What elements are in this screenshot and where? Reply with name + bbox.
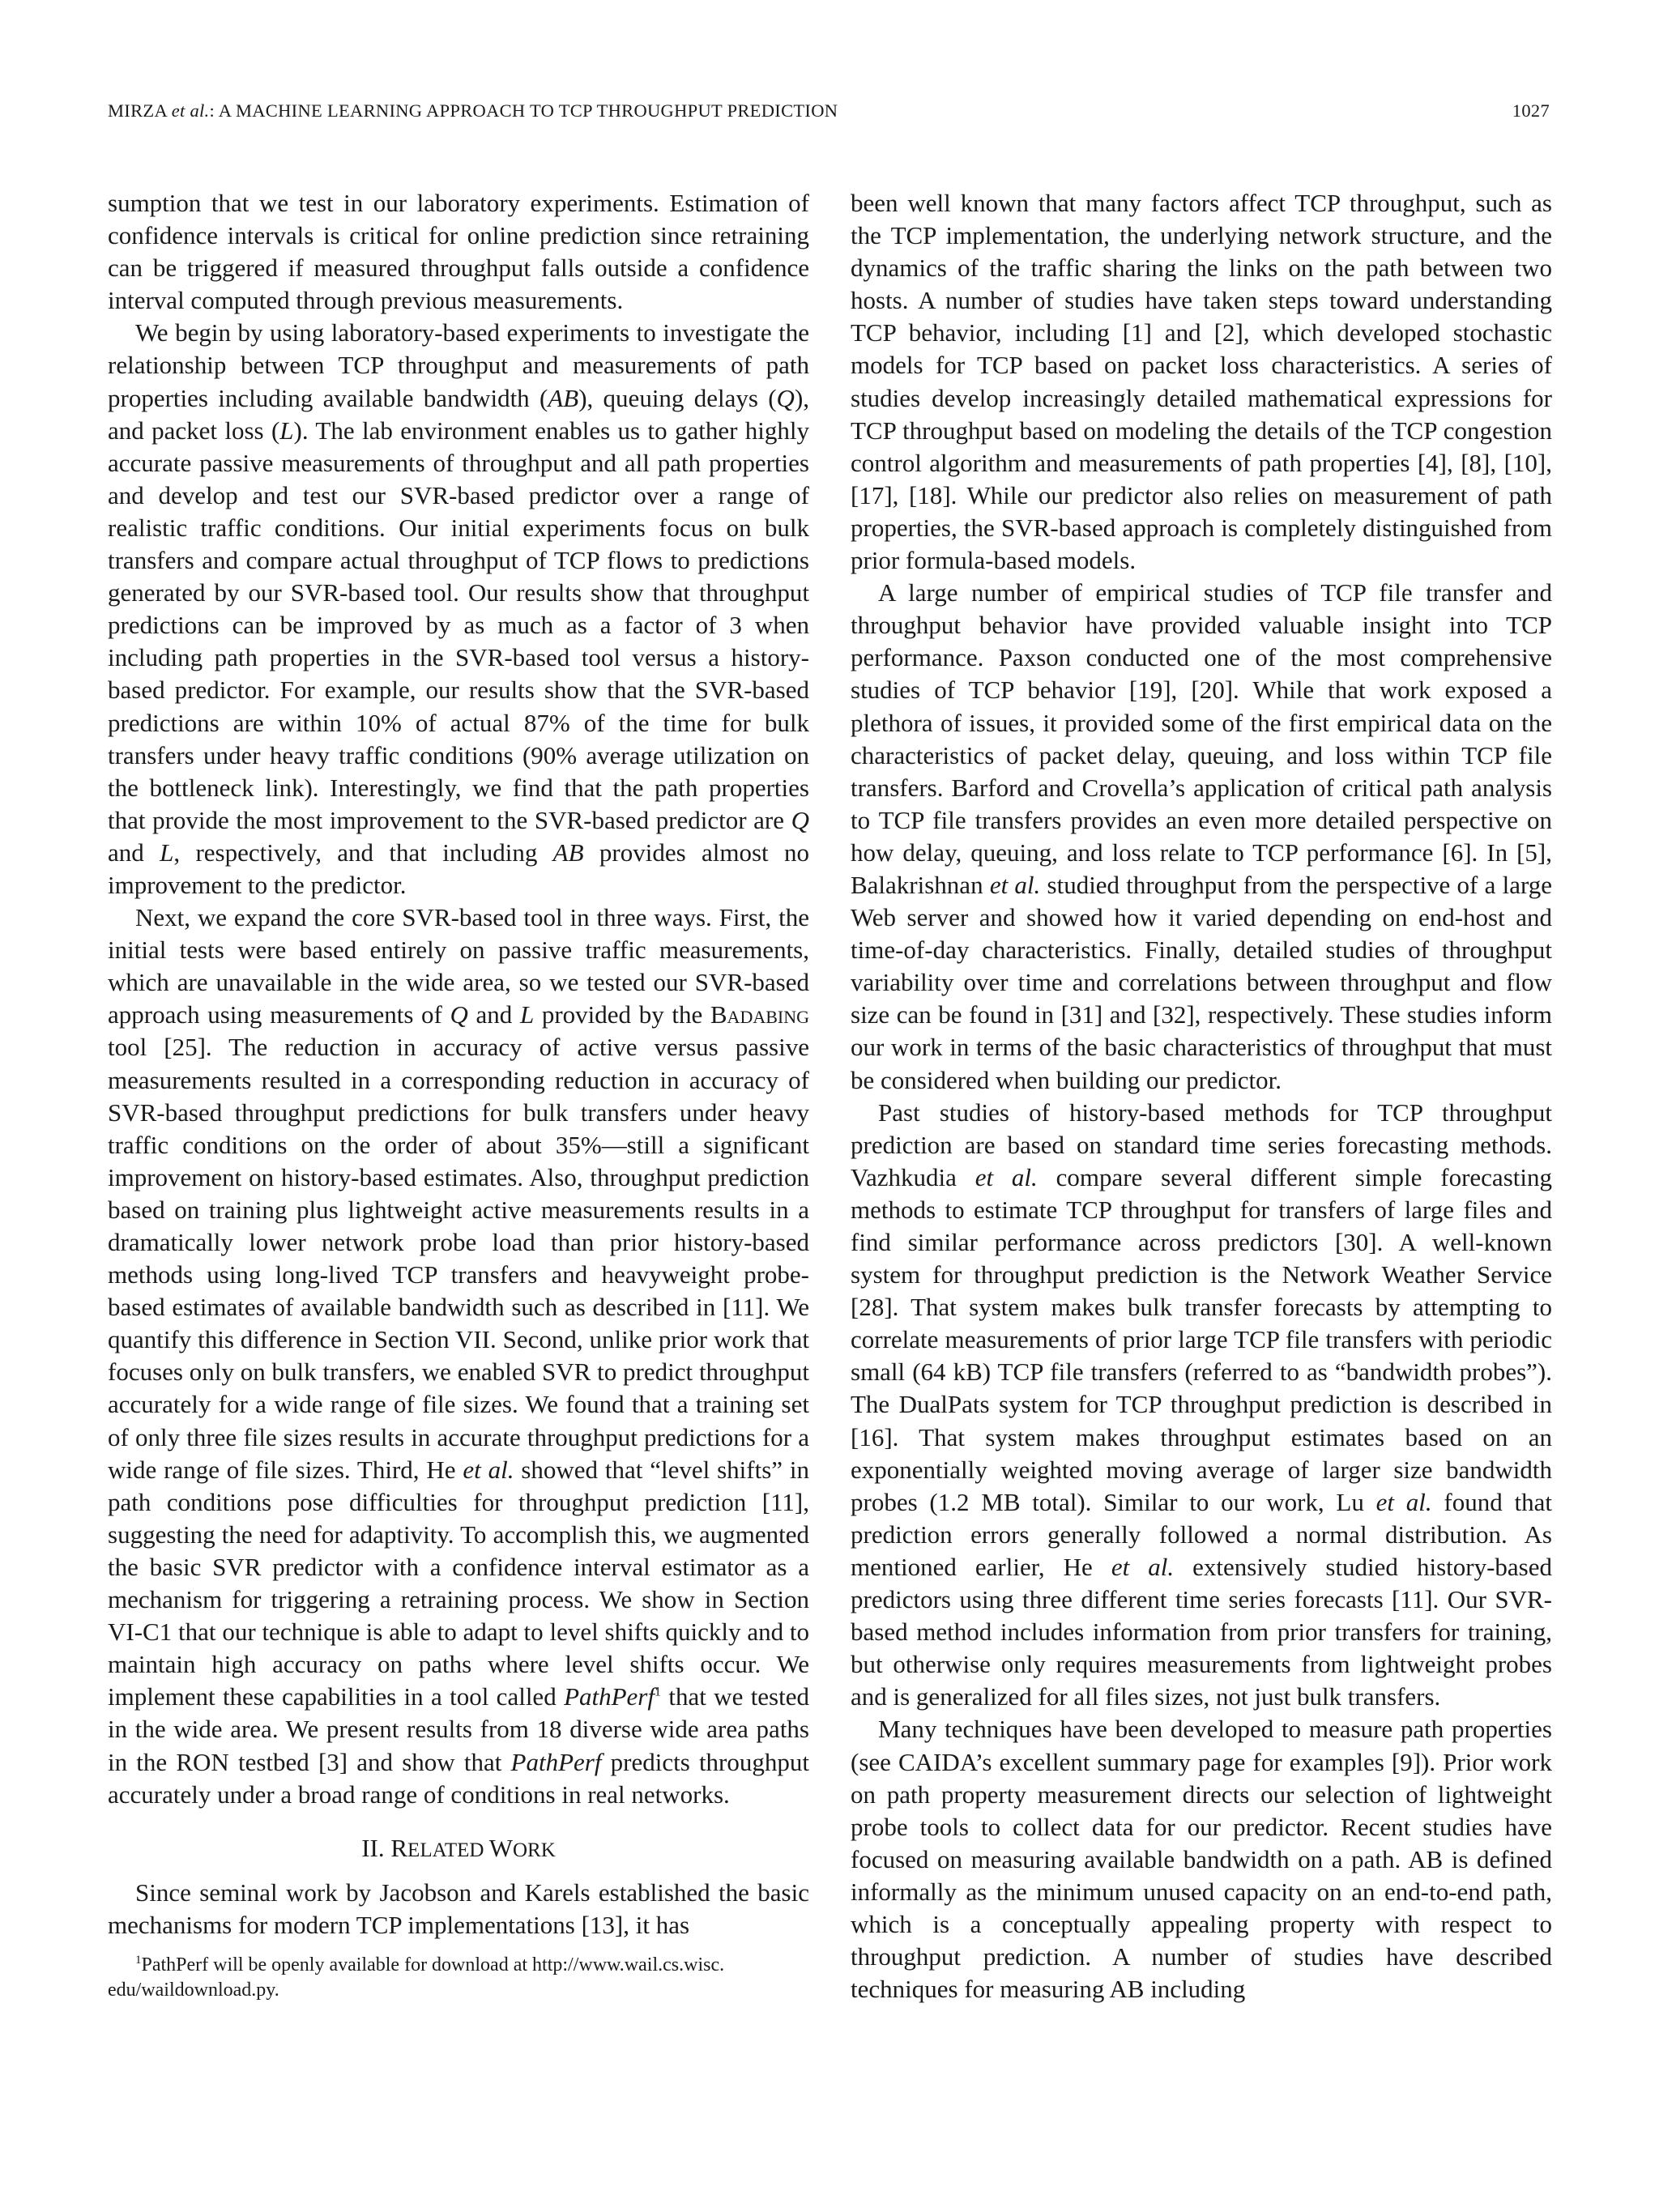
paragraph: We begin by using laboratory-based experiments to investigate the relationship between TCP throughput and measurements of path properties including available bandwidth (AB), queuing delays (Q), and packet loss (L). The lab environment enables us to gather highly accurate passive measurements of throughput and all path properties and develop and test our SVR-based predictor over a range of realistic traffic conditions. Our initial experiments focus on bulk transfers and compare actual throughput of TCP flows to predictions generated by our SVR-based tool. Our results show that throughput predictions can be improved by as much as a factor of 3 when including path properties in the SVR-based tool versus a history-based predictor. For example, our results show that the SVR-based predictions are within 10% of actual 87% of the time for bulk transfers under heavy traffic conditions (90% average utilization on the bottleneck link). Interestingly, we find that the path properties that provide the most improvement to the SVR-based predictor are Q and L, respectively, and that including AB provides almost no improvement to the predictor. <box>108 318 810 899</box>
paragraph: sumption that we test in our laboratory experiments. Estimation of confidence intervals is critical for online prediction since retraining can be triggered if measured throughput falls outside a confidence interval computed through previous measurements. <box>108 189 809 315</box>
page-number: 1027 <box>1512 100 1550 121</box>
paragraph: Past studies of history-based methods for TCP throughput prediction are based on standard time series forecasting methods. Vazhkudia et al. compare several different simple forecasting methods to estimate TCP throughput for transfers of large files and find similar performance across predictors [30]. A well-known system for throughput prediction is the Network Weather Service [28]. That system makes bulk transfer forecasts by attempting to correlate measurements of prior large TCP file transfers with periodic small (64 kB) TCP file transfers (referred to as “bandwidth probes”). The DualPats system for TCP throughput prediction is described in [16]. That system makes throughput estimates based on an exponentially weighted moving average of larger size bandwidth probes (1.2 MB total). Similar to our work, Lu et al. found that prediction errors generally followed a normal distribution. As mentioned earlier, He et al. extensively studied history-based predictors using three different time series forecasts [11]. Our SVR-based method includes information from prior transfers for training, but otherwise only requires measurements from lightweight probes and is generalized for all files sizes, not just bulk transfers. <box>851 1097 1552 1711</box>
paragraph: been well known that many factors affect TCP throughput, such as the TCP implementation, the underlying network structure, and the dynamics of the traffic sharing the links on the path between two hosts. A number of studies have taken steps toward understanding TCP behavior, including [1] and [2], which developed stochastic models for TCP based on packet loss characteristics. A series of studies develop increasingly detailed mathematical expressions for TCP throughput based on modeling the details of the TCP congestion control algorithm and measurements of path properties [4], [8], [10], [17], [18]. While our predictor also relies on measurement of path properties, the SVR-based approach is completely distinguished from prior formula-based models. <box>851 189 1552 575</box>
paragraph: A large number of empirical studies of TCP file transfer and throughput behavior have provided valuable insight into TCP performance. Paxson conducted one of the most comprehensive studies of TCP behavior [19], [20]. While that work exposed a plethora of issues, it provided some of the first empirical data on the characteristics of packet delay, queuing, and loss within TCP file transfers. Barford and Crovella’s application of critical path analysis to TCP file transfers provides an even more detailed perspective on how delay, queuing, and loss relate to TCP performance [6]. In [5], Balakrishnan et al. studied throughput from the perspective of a large Web server and showed how it varied depending on end-host and time-of-day characteristics. Finally, detailed studies of throughput variability over time and correlations between throughput and flow size can be found in [31] and [32], respectively. These studies inform our work in terms of the basic characteristics of throughput that must be considered when building our predictor. <box>851 578 1552 1094</box>
paragraph: Next, we expand the core SVR-based tool in three ways. First, the initial tests were based entirely on passive traffic measurements, which are unavailable in the wide area, so we tested our SVR-based approach using measurements of Q and L provided by the Badabing tool [25]. The reduction in accuracy of active versus passive measurements resulted in a corresponding reduction in accuracy of SVR-based throughput predictions for bulk transfers under heavy traffic conditions on the order of about 35%—still a significant improvement on history-based estimates. Also, throughput prediction based on training plus lightweight active measurements results in a dramatically lower network probe load than prior history-based methods using long-lived TCP transfers and heavyweight probe-based estimates of available bandwidth such as described in [11]. We quantify this difference in Section VII. Second, unlike prior work that focuses only on bulk transfers, we enabled SVR to predict throughput accurately for a wide range of file sizes. We found that a training set of only three file sizes results in accurate throughput predictions for a wide range of file sizes. Third, He et al. showed that “level shifts” in path conditions pose difficulties for throughput prediction [11], suggesting the need for adaptivity. To accomplish this, we augmented the basic SVR predictor with a confidence interval estimator as a mechanism for triggering a retraining process. We show in Section VI-C1 that our technique is able to adapt to level shifts quickly and to maintain high accuracy on paths where level shifts occur. We implement these capabilities in a tool called PathPerf$^1$ that we tested in the wide area. We present results from 18 diverse wide area paths in the RON testbed [3] and show that PathPerf predicts throughput accurately under a broad range of conditions in real networks. <box>108 903 809 1809</box>
left-column <box>108 187 809 2003</box>
right-column <box>851 187 1552 2005</box>
paragraph: Since seminal work by Jacobson and Karels established the basic mechanisms for modern TCP implementations [13], it has <box>108 1877 809 1939</box>
footnote: $^1$PathPerf will be openly available for download at http://www.wail.cs.wisc. edu/waildownload.py. <box>108 1953 725 2001</box>
running-title: MIRZA et al.: A MACHINE LEARNING APPROACH TO TCP THROUGHPUT PREDICTION <box>108 100 838 121</box>
tool-name: Badabing <box>710 1000 809 1029</box>
section-heading: II. RELATED WORK <box>361 1833 556 1862</box>
tool-name: PathPerf <box>564 1682 655 1711</box>
footnote-reference: 1 <box>654 1685 661 1699</box>
paragraph: Many techniques have been developed to measure path properties (see CAIDA’s excellent summary page for examples [9]). Prior work on path property measurement directs our selection of lightweight probe tools to collect data for our predictor. Recent studies have focused on measuring available bandwidth on a path. AB is defined informally as the minimum unused capacity on an end-to-end path, which is a conceptually appealing property with respect to throughput prediction. A number of studies have described techniques for measuring AB including <box>851 1715 1552 2004</box>
